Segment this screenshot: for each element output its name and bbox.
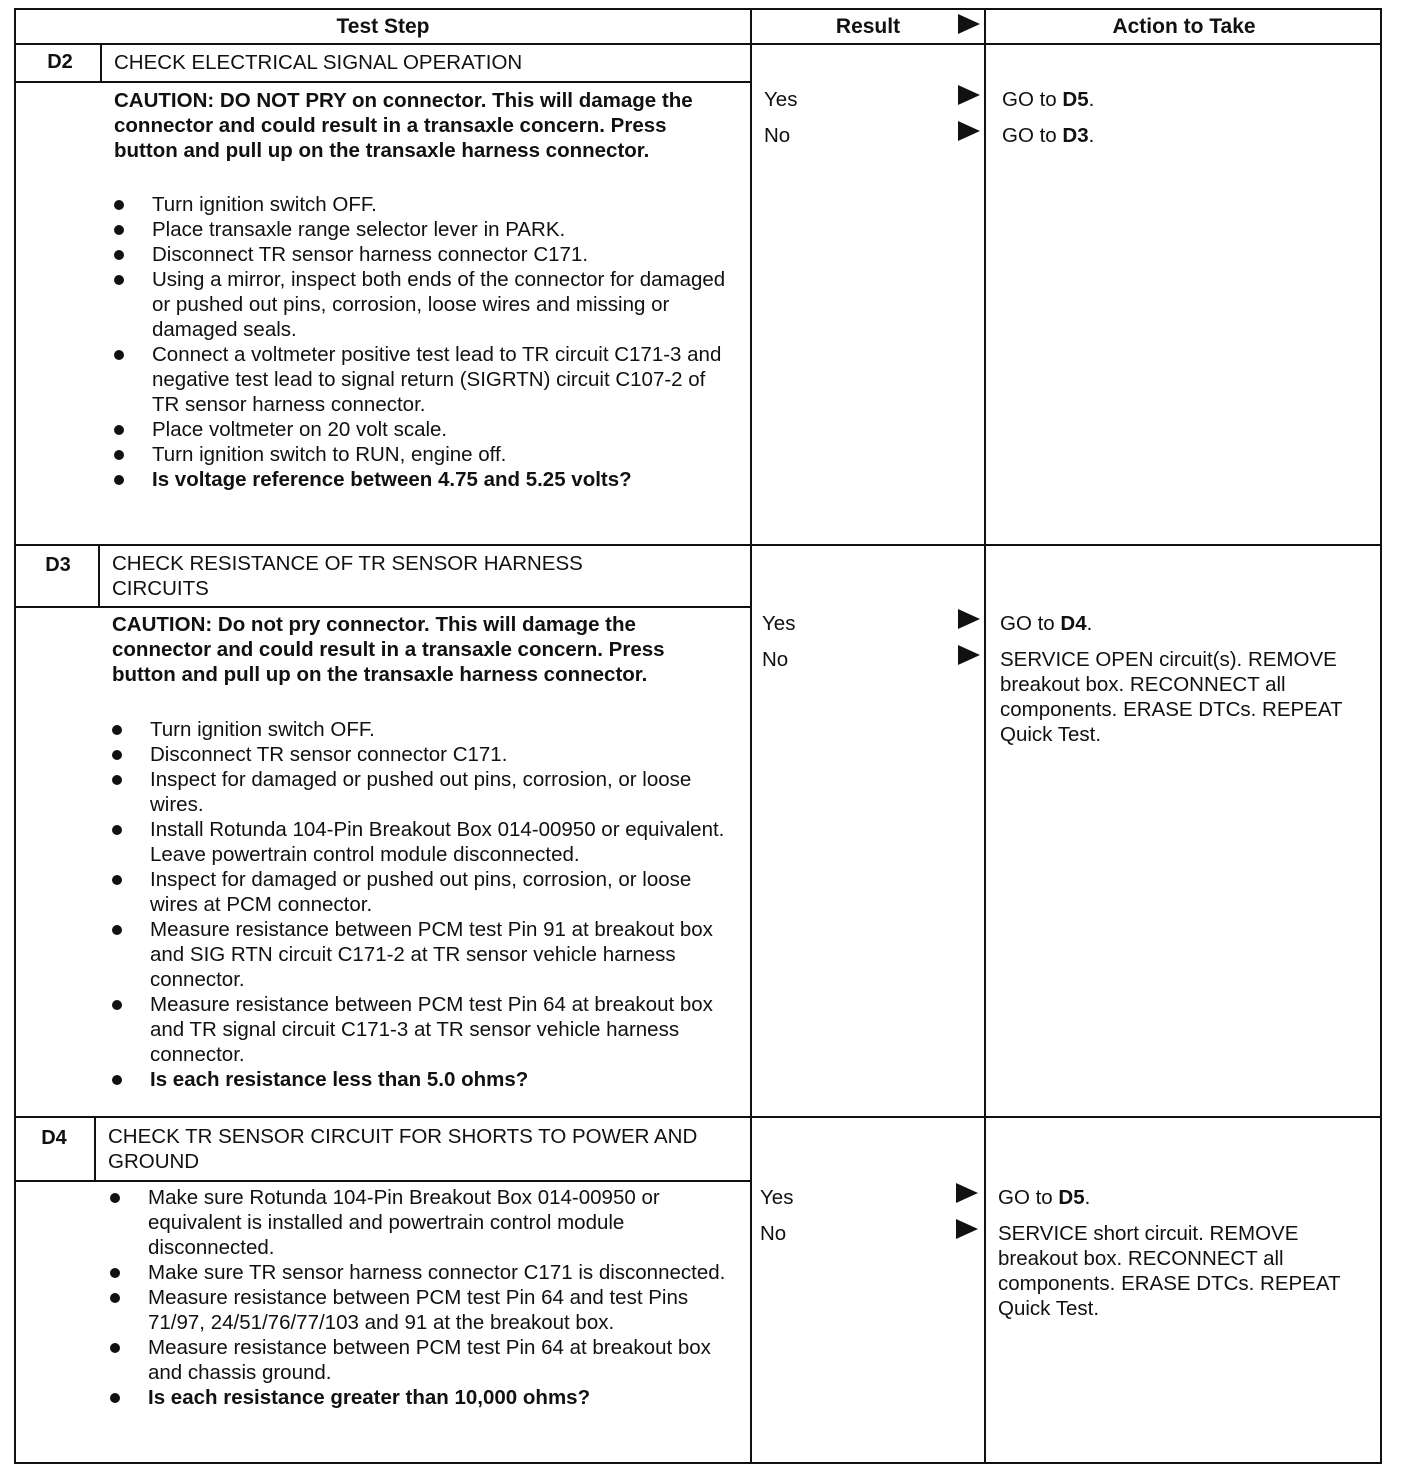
question-item: Is voltage reference between 4.75 and 5.25 volts? [114,467,734,492]
step-id-divider [98,546,100,608]
header-test-step: Test Step [336,15,430,38]
result-arrow-icon [956,1183,978,1203]
step-title-divider [16,81,750,83]
list-item: Disconnect TR sensor connector C171. [112,742,732,767]
action-yes-d3: GO to D4. [1000,612,1093,635]
action-no-d3: SERVICE OPEN circuit(s). REMOVE breakout box. RECONNECT all components. ERASE DTCs. REPEAT Quick Test. [1000,648,1343,746]
list-item: Turn ignition switch OFF. [112,717,732,742]
result-yes-d4: Yes [760,1186,794,1209]
step-title-divider [16,606,750,608]
step-id-d4: D4 [41,1127,67,1149]
step-title-d4: CHECK TR SENSOR CIRCUIT FOR SHORTS TO POWER AND GROUND [108,1125,698,1173]
result-arrow-icon [958,85,980,105]
list-item: Place transaxle range selector lever in PARK. [114,217,734,242]
column-divider-action [984,10,986,1462]
list-item: Connect a voltmeter positive test lead to TR circuit C171-3 and negative test lead to signal return (SIGRTN) circuit C107-2 of TR sensor harness connector. [114,342,734,417]
bullet-list-d3 [112,717,732,1092]
list-item: Measure resistance between PCM test Pin 64 at breakout box and chassis ground. [110,1335,730,1385]
action-no-d4: SERVICE short circuit. REMOVE breakout box. RECONNECT all components. ERASE DTCs. REPEAT Quick Test. [998,1222,1341,1320]
result-yes-d3: Yes [762,612,796,635]
result-no-d4: No [760,1222,787,1245]
step-divider [16,544,1382,546]
result-arrow-icon [956,1219,978,1239]
step-title-d2: CHECK ELECTRICAL SIGNAL OPERATION [114,51,523,74]
result-yes-d2: Yes [764,88,798,111]
list-item: Make sure TR sensor harness connector C171 is disconnected. [110,1260,730,1285]
step-id-d2: D2 [47,51,73,73]
list-item: Disconnect TR sensor harness connector C171. [114,242,734,267]
result-no-d2: No [764,124,791,147]
bullet-list-d2 [114,192,734,492]
step-title-divider [16,1180,750,1182]
step-divider [16,1116,1382,1118]
step-id-divider [94,1118,96,1182]
header-divider [16,43,1382,45]
caution-d3: CAUTION: Do not pry connector. This will damage the connector and could result in a transaxle concern. Press button and pull up on the transaxle harness connector. [112,613,665,686]
list-item: Inspect for damaged or pushed out pins, corrosion, or loose wires. [112,767,732,817]
list-item: Place voltmeter on 20 volt scale. [114,417,734,442]
question-item: Is each resistance less than 5.0 ohms? [112,1067,732,1092]
step-title-d3: CHECK RESISTANCE OF TR SENSOR HARNESS CIRCUITS [112,552,583,600]
result-no-d3: No [762,648,789,671]
list-item: Using a mirror, inspect both ends of the connector for damaged or pushed out pins, corrosion, loose wires and missing or damaged seals. [114,267,734,342]
caution-d2: CAUTION: DO NOT PRY on connector. This will damage the connector and could result in a transaxle concern. Press button and pull up on the transaxle harness connector. [114,89,693,162]
diagnostic-table [14,8,1382,1464]
list-item: Measure resistance between PCM test Pin 64 and test Pins 71/97, 24/51/76/77/103 and 91 at the breakout box. [110,1285,730,1335]
list-item: Inspect for damaged or pushed out pins, corrosion, or loose wires at PCM connector. [112,867,732,917]
header-result: Result [835,15,901,38]
header-action: Action to Take [1112,15,1256,38]
list-item: Measure resistance between PCM test Pin 91 at breakout box and SIG RTN circuit C171-2 at TR sensor vehicle harness connector. [112,917,732,992]
step-id-divider [100,44,102,82]
action-yes-d2: GO to D5. [1002,88,1095,111]
list-item: Measure resistance between PCM test Pin 64 at breakout box and TR signal circuit C171-3 at TR sensor vehicle harness connector. [112,992,732,1067]
result-arrow-icon [958,121,980,141]
result-arrow-icon [958,14,980,34]
list-item: Make sure Rotunda 104-Pin Breakout Box 014-00950 or equivalent is installed and powertrain control module disconnected. [110,1185,730,1260]
step-id-d3: D3 [45,554,71,576]
action-yes-d4: GO to D5. [998,1186,1091,1209]
bullet-list-d4 [110,1185,730,1410]
action-no-d2: GO to D3. [1002,124,1095,147]
list-item: Turn ignition switch to RUN, engine off. [114,442,734,467]
list-item: Install Rotunda 104-Pin Breakout Box 014-00950 or equivalent. Leave powertrain control module disconnected. [112,817,732,867]
question-item: Is each resistance greater than 10,000 ohms? [110,1385,730,1410]
result-arrow-icon [958,645,980,665]
result-arrow-icon [958,609,980,629]
column-divider-result [750,10,752,1462]
list-item: Turn ignition switch OFF. [114,192,734,217]
